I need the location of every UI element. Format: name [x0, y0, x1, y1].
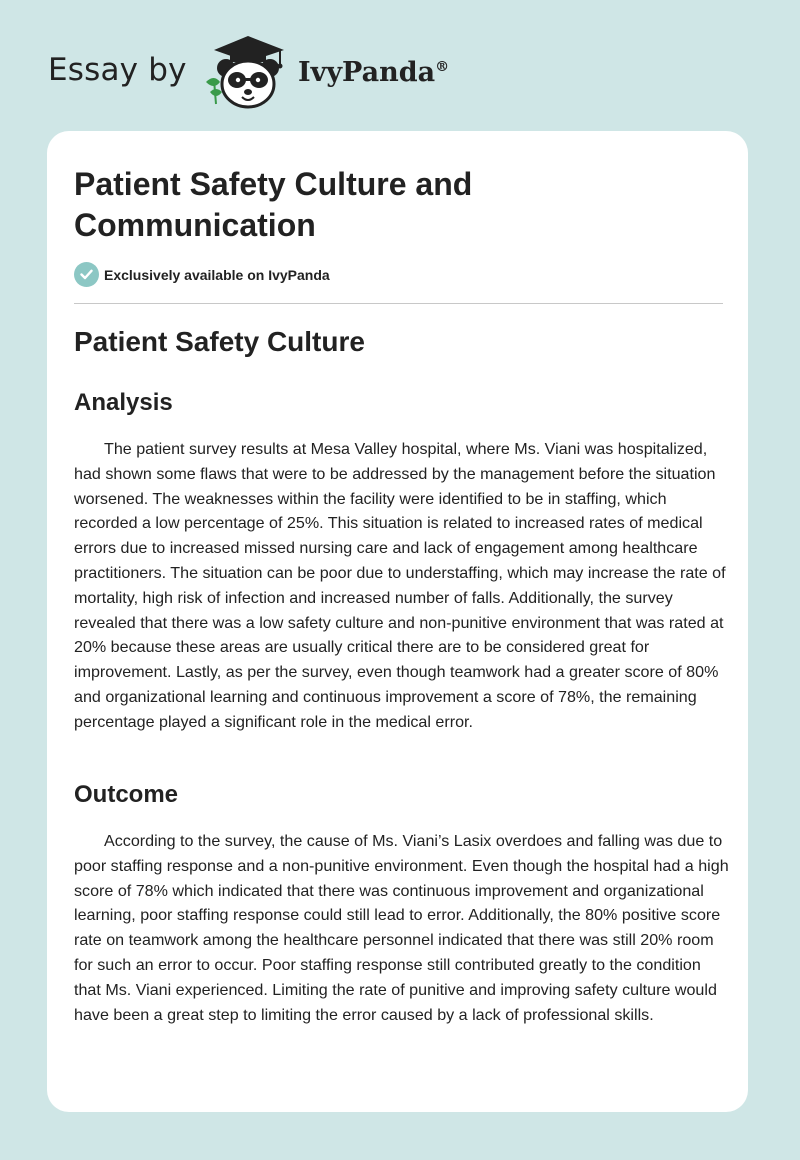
essay-card [47, 131, 748, 1112]
site-header [0, 0, 800, 130]
essay-by-label: Essay by [48, 52, 187, 88]
exclusive-label: Exclusively available on IvyPanda [104, 266, 330, 283]
section-heading: Patient Safety Culture [74, 326, 365, 357]
subsection-heading-analysis: Analysis [74, 389, 173, 416]
divider [74, 303, 723, 304]
paragraph-analysis: The patient survey results at Mesa Valley hospital, where Ms. Viani was hospitalized, had shown some flaws that were to be addressed by the management before the situation worsened. The weaknesses within the facility were identified to be in staffing, which recorded a low percentage of 25%. This situation is related to increased rates of medical errors due to increased missed nursing care and lack of engagement among healthcare practitioners. The situation can be poor due to understaffing, which may increase the rate of mortality, high risk of infection and increased number of falls. Additionally, the survey revealed that there was a low safety culture and non-punitive environment that was rated at 20% because these areas are usually critical there are to be considered great for improvement. Lastly, as per the survey, even though teamwork had a greater score of 80% and organizational learning and continuous improvement a score of 78%, the remaining percentage played a significant role in the medical error. [74, 440, 726, 731]
page-title: Patient Safety Culture and Communication [74, 166, 473, 243]
brand-name[interactable]: IvyPanda® [298, 57, 450, 88]
paragraph-outcome: According to the survey, the cause of Ms. Viani’s Lasix overdoes and falling was due to poor staffing response and a non-punitive environment. Even though the hospital had a high score of 78% which indicated that there was continuous improvement and organizational learning, poor staffing response could still lead to error. Additionally, the 80% positive score rate on teamwork among the healthcare personnel indicated that there was still 20% room for such an error to occur. Poor staffing response still contributed greatly to the condition that Ms. Viani experienced. Limiting the rate of punitive and improving safety culture would have been a great step to limiting the error caused by a lack of professional skills. [74, 832, 729, 1024]
exclusive-badge [74, 262, 330, 287]
subsection-heading-outcome: Outcome [74, 781, 179, 808]
check-icon [74, 262, 99, 287]
panda-logo-icon[interactable] [200, 30, 292, 110]
